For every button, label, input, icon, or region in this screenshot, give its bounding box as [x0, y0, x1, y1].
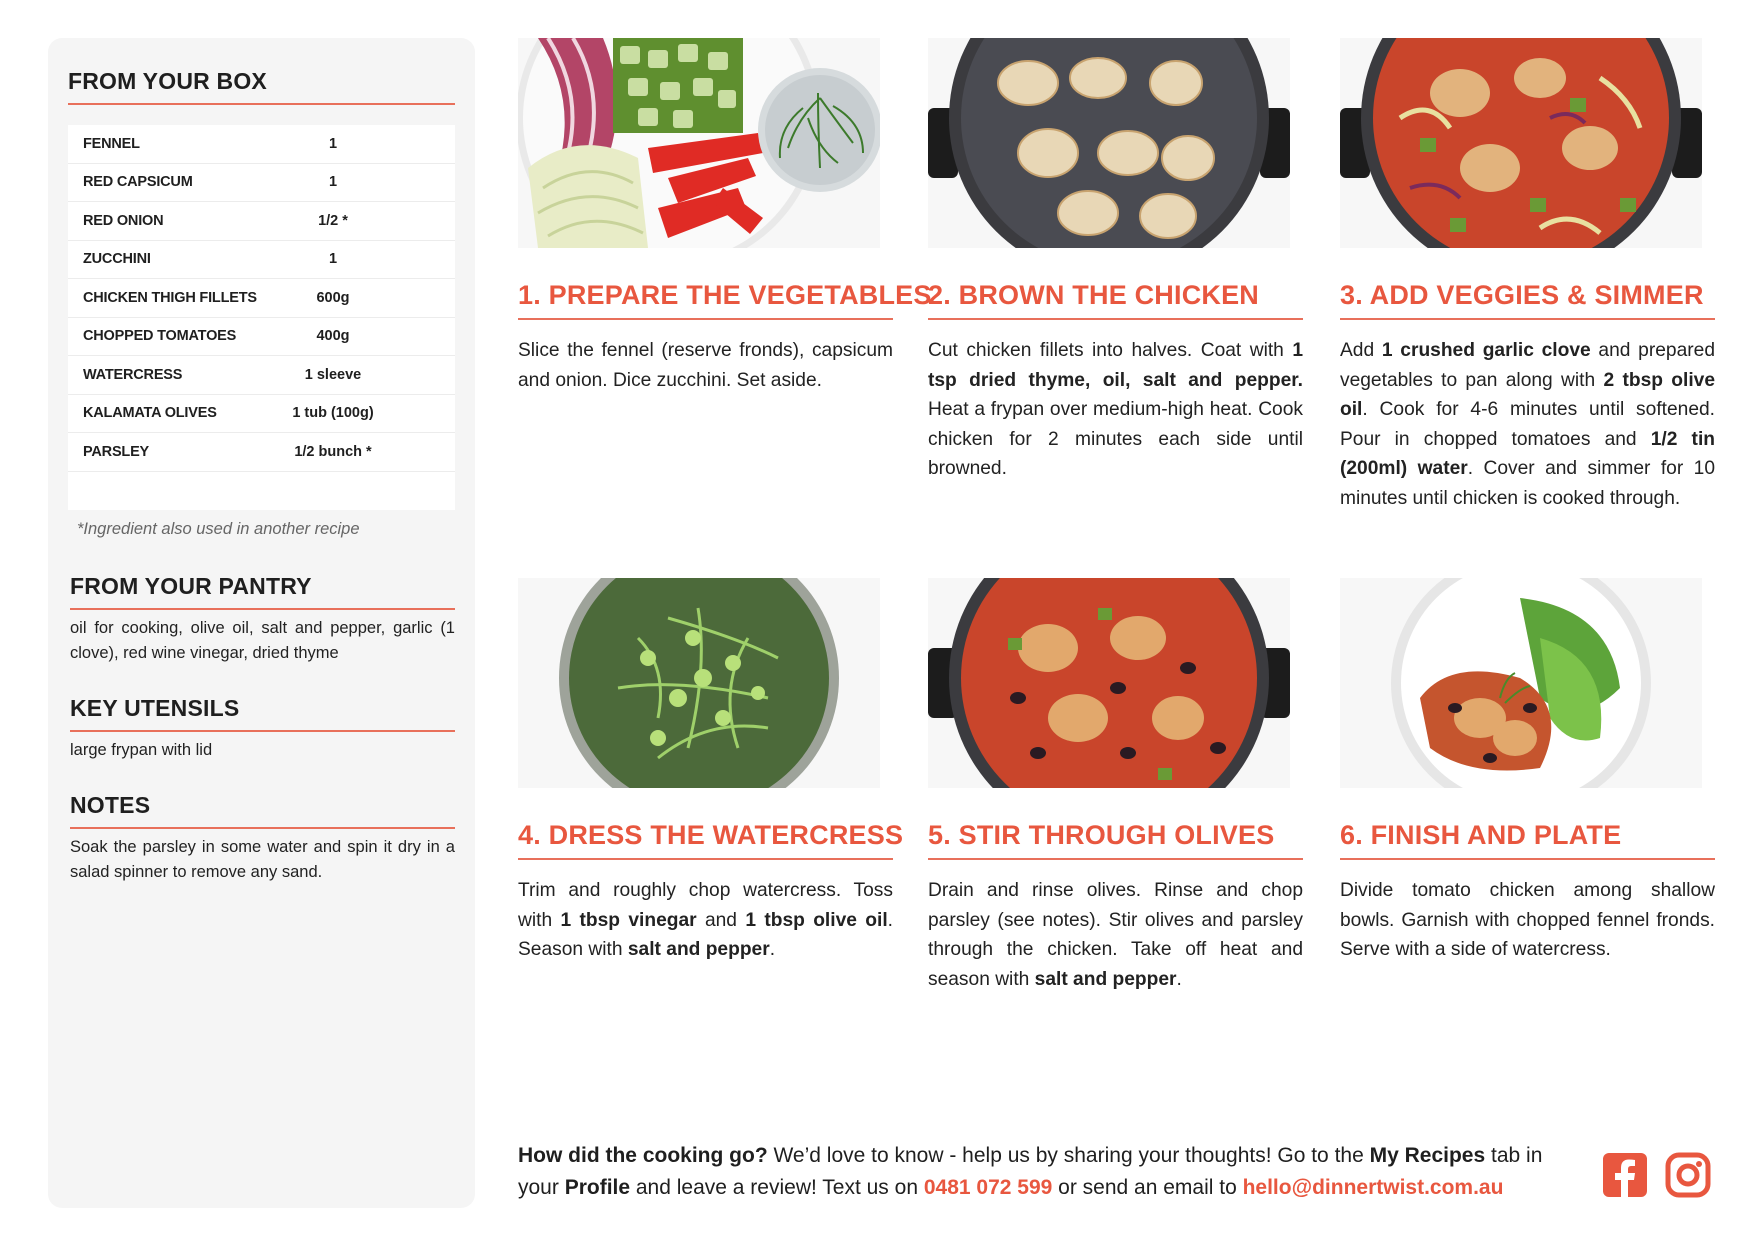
bold-ingredient: 1 tbsp olive oil — [745, 909, 888, 931]
ingredient-qty: 1/2 * — [318, 212, 348, 229]
bold-ingredient: 1 crushed garlic clove — [1381, 340, 1591, 361]
text-segment: . Cook for 4-6 minutes until softened. Pour in chopped tomatoes and — [1340, 399, 1715, 450]
ingredient-name: CHOPPED TOMATOES — [83, 328, 237, 345]
step-5-photo — [928, 578, 1290, 788]
footer-text: My Recipes — [1369, 1144, 1486, 1167]
footer-text: How did the cooking go? — [518, 1144, 768, 1167]
text-segment: Add — [1340, 340, 1382, 361]
step-4-title: 4. DRESS THE WATERCRESS — [518, 820, 893, 860]
notes-text: Soak the parsley in some water and spin it dry in a salad spinner to remove any sand. — [70, 838, 455, 881]
ingredient-row — [68, 241, 455, 280]
footer-text: Profile — [564, 1176, 631, 1199]
ingredient-row — [68, 164, 455, 203]
ingredients-table — [68, 125, 455, 510]
step-3-photo — [1340, 38, 1702, 248]
text-segment: and prepared vegetables to pan along with — [1340, 340, 1715, 391]
ingredient-name: PARSLEY — [83, 443, 150, 460]
ingredients-sidebar — [48, 38, 475, 1208]
step-1-photo — [518, 38, 880, 248]
text-segment: Trim and roughly chop watercress. Toss with — [518, 880, 893, 931]
utensils-heading: KEY UTENSILS — [70, 695, 455, 732]
ingredient-note: *Ingredient also used in another recipe — [77, 520, 360, 538]
step-2-text — [928, 336, 1303, 484]
footer-text: tab in your — [518, 1144, 1543, 1199]
text-segment: . Cover and simmer for 10 minutes until chicken is cooked through. — [1340, 458, 1715, 509]
step-3-text — [1340, 336, 1715, 513]
text-segment: Divide tomato chicken among shallow bowls. Garnish with chopped fennel fronds. Serve with a side of watercress. — [1340, 880, 1715, 960]
instagram-icon[interactable] — [1665, 1152, 1711, 1203]
step-3-title: 3. ADD VEGGIES & SIMMER — [1340, 280, 1715, 320]
ingredient-row — [68, 202, 455, 241]
ingredient-row — [68, 395, 455, 434]
step-5-title: 5. STIR THROUGH OLIVES — [928, 820, 1303, 860]
footer-text: or send an email to — [1052, 1176, 1243, 1199]
step-5-text — [928, 876, 1303, 994]
step-6-title: 6. FINISH AND PLATE — [1340, 820, 1715, 860]
ingredient-name: ZUCCHINI — [83, 251, 151, 268]
facebook-icon[interactable] — [1602, 1152, 1648, 1203]
ingredient-row — [68, 433, 455, 472]
step-4-text — [518, 876, 893, 965]
ingredient-row — [68, 318, 455, 357]
text-segment: Drain and rinse olives. Rinse and chop parsley (see notes). Stir olives and parsley through the chicken. Take off heat and season with — [928, 880, 1303, 990]
ingredient-name: RED CAPSICUM — [83, 174, 193, 191]
bold-ingredient: 1/2 tin (200ml) water — [1340, 428, 1715, 479]
step-1-text — [518, 336, 893, 395]
text-segment: . — [769, 939, 776, 960]
ingredient-row — [68, 279, 455, 318]
utensils-text: large frypan with lid — [70, 741, 213, 759]
step-4-photo — [518, 578, 880, 788]
ingredient-name: WATERCRESS — [83, 366, 183, 383]
bold-ingredient: 1 tbsp vinegar — [560, 909, 697, 931]
text-segment: . — [1176, 968, 1182, 990]
bold-ingredient: 2 tbsp olive oil — [1340, 369, 1715, 420]
email-link[interactable]: hello@dinnertwist.com.au — [1242, 1176, 1504, 1199]
box-heading: FROM YOUR BOX — [68, 68, 455, 105]
ingredient-name: FENNEL — [83, 135, 140, 152]
ingredient-name: CHICKEN THIGH FILLETS — [83, 289, 257, 306]
ingredient-qty: 1 sleeve — [304, 366, 362, 383]
ingredient-name: RED ONION — [83, 212, 164, 229]
notes-heading: NOTES — [70, 792, 455, 829]
ingredient-qty: 600g — [316, 289, 350, 306]
pantry-heading: FROM YOUR PANTRY — [70, 573, 455, 610]
ingredient-name: KALAMATA OLIVES — [83, 405, 217, 422]
ingredient-qty: 1 — [328, 135, 338, 152]
footer-text: We’d love to know - help us by sharing your thoughts! Go to the — [767, 1144, 1370, 1167]
ingredient-row-empty — [68, 472, 455, 511]
text-segment: Heat a frypan over medium-high heat. Cook chicken for 2 minutes each side until browned. — [928, 399, 1303, 479]
step-2-photo — [928, 38, 1290, 248]
pantry-text: oil for cooking, olive oil, salt and pepper, garlic (1 clove), red wine vinegar, dried thyme — [70, 619, 455, 662]
bold-ingredient: salt and pepper — [1034, 968, 1177, 990]
bold-ingredient: salt and pepper — [627, 939, 770, 960]
ingredient-row — [68, 356, 455, 395]
text-segment: Slice the fennel (reserve fronds), capsicum and onion. Dice zucchini. Set aside. — [518, 340, 893, 391]
step-6-text — [1340, 876, 1715, 965]
bold-ingredient: 1 tsp dried thyme, oil, salt and pepper. — [928, 340, 1303, 391]
ingredient-qty: 1 — [328, 174, 338, 191]
step-1-title: 1. PREPARE THE VEGETABLES — [518, 280, 893, 320]
ingredient-qty: 400g — [316, 328, 350, 345]
step-6-photo — [1340, 578, 1702, 788]
footer-text: and leave a review! Text us on — [630, 1176, 924, 1199]
feedback-footer — [518, 1140, 1578, 1204]
phone-link[interactable]: 0481 072 599 — [923, 1176, 1053, 1199]
text-segment: Cut chicken fillets into halves. Coat with — [928, 340, 1293, 361]
text-segment: . Season with — [518, 909, 893, 960]
text-segment: and — [696, 909, 746, 931]
step-2-title: 2. BROWN THE CHICKEN — [928, 280, 1303, 320]
ingredient-qty: 1 tub (100g) — [292, 405, 374, 422]
ingredient-row — [68, 125, 455, 164]
ingredient-qty: 1/2 bunch * — [294, 443, 372, 460]
ingredient-qty: 1 — [328, 251, 338, 268]
